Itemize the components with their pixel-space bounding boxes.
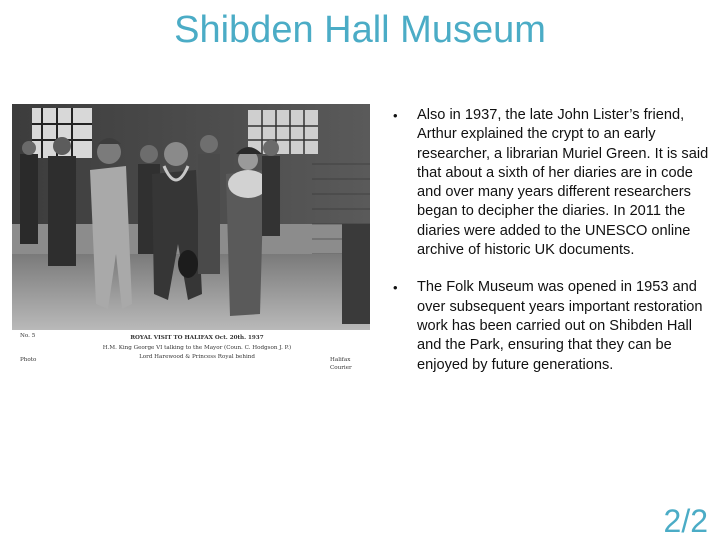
photo-caption [12, 330, 370, 371]
photo-image [12, 104, 370, 330]
bullet-list [390, 106, 715, 375]
slide-title: Shibden Hall Museum [174, 9, 546, 51]
page-number: 2/2 [663, 503, 708, 539]
caption-line-3: Lord Harewood & Princess Royal behind [139, 354, 255, 360]
bullet-item [390, 278, 715, 374]
bullet-marker: • [393, 280, 398, 296]
caption-line-1: ROYAL VISIT TO HALIFAX Oct. 20th. 1937 [130, 335, 264, 341]
caption-source: Halifax Courier [330, 357, 352, 371]
caption-number: No. 5 [20, 333, 36, 339]
bullet-text: The Folk Museum was opened in 1953 and over subsequent years important restoration work has been carried out on Shibden Hall and the Park, ensuring that they can be enjoyed by future generations. [417, 279, 703, 373]
caption-line-2: H.M. King George VI talking to the Mayor (Coun. C. Hodgson J. P.) [102, 345, 292, 351]
bullet-item [390, 106, 715, 260]
historic-photo [12, 104, 370, 371]
bullet-marker: • [393, 108, 398, 123]
bullet-text: Also in 1937, the late John Lister’s friend, Arthur explained the crypt to an early researcher, a librarian Muriel Green. It is said that about a sixth of her diaries are in code and over many years different researchers began to decipher the diaries. In 2011 the diaries were added to the UNESCO online archive of historic UK documents. [417, 107, 709, 259]
caption-photo-label: Photo [20, 357, 37, 363]
